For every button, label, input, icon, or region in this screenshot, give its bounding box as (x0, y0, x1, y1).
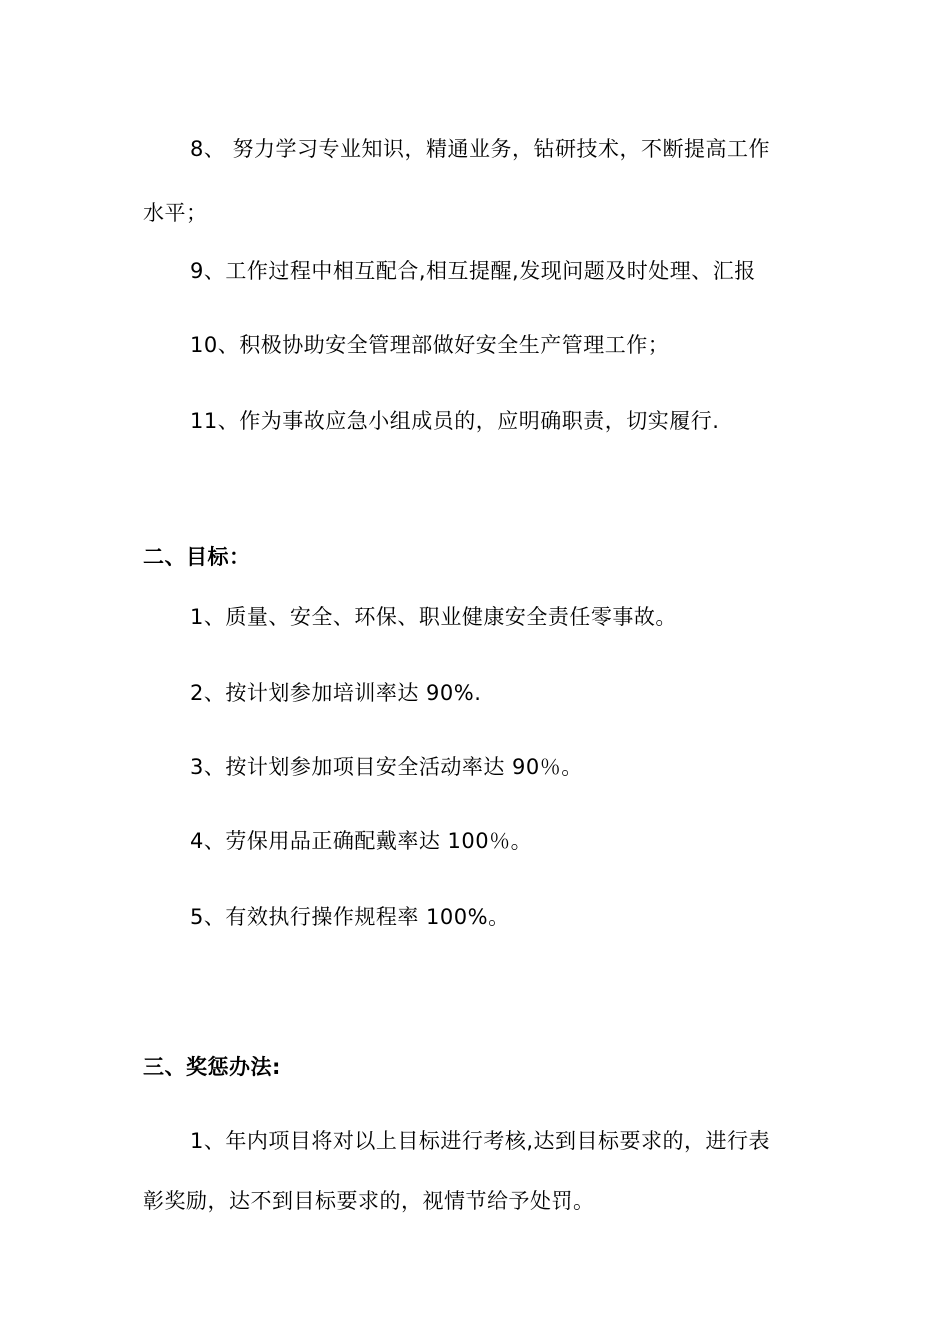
goals-heading: 二、目标： (143, 545, 251, 569)
goal-item: 4、劳保用品正确配戴率达 100％。 (190, 829, 533, 853)
goal-item: 1、质量、安全、环保、职业健康安全责任零事故。 (190, 605, 677, 629)
goal-item: 5、有效执行操作规程率 100%。 (190, 905, 510, 929)
rewards-item-1-line-1: 1、年内项目将对以上目标进行考核,达到目标要求的，进行表 (190, 1129, 771, 1153)
responsibility-item-11: 11、作为事故应急小组成员的，应明确职责，切实履行. (190, 409, 720, 433)
responsibility-item-8-line-2: 水平； (143, 201, 208, 225)
responsibility-item-8-line-1: 8、 努力学习专业知识，精通业务，钻研技术，不断提高工作 (190, 137, 771, 161)
rewards-item-1-line-2: 彰奖励，达不到目标要求的，视情节给予处罚。 (143, 1189, 595, 1213)
goal-item: 2、按计划参加培训率达 90%. (190, 681, 482, 705)
goal-item: 3、按计划参加项目安全活动率达 90％。 (190, 755, 583, 779)
responsibility-item-9: 9、工作过程中相互配合,相互提醒,发现问题及时处理、汇报 (190, 259, 756, 283)
rewards-heading: 三、奖惩办法: (143, 1055, 281, 1079)
responsibility-item-10: 10、积极协助安全管理部做好安全生产管理工作； (190, 333, 670, 357)
